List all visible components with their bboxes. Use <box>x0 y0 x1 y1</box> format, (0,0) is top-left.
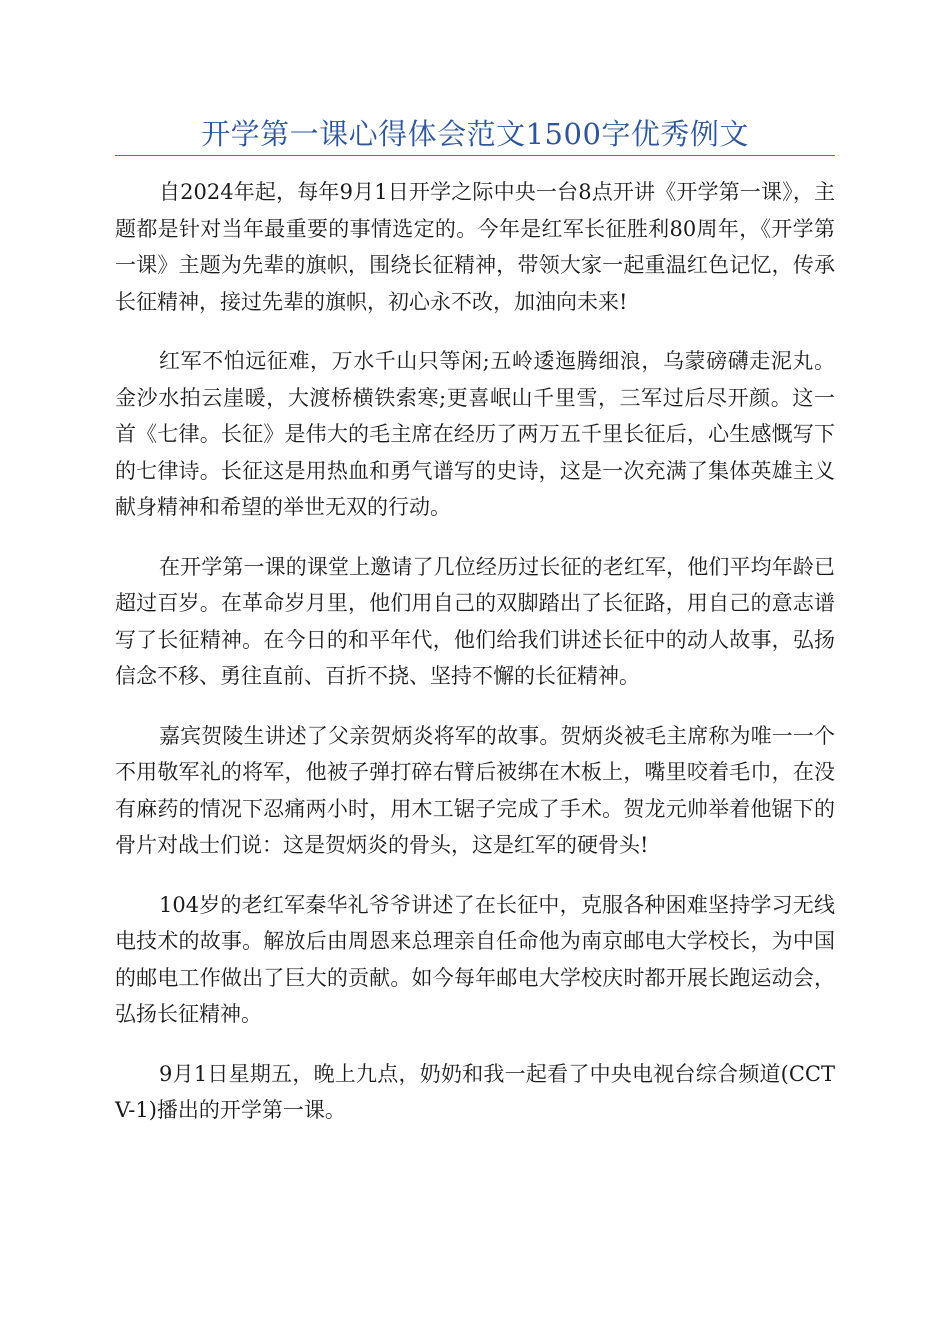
title-underline <box>115 155 835 156</box>
document-title: 开学第一课心得体会范文1500字优秀例文 <box>201 117 749 151</box>
paragraph-3: 在开学第一课的课堂上邀请了几位经历过长征的老红军，他们平均年龄已超过百岁。在革命岁月里，他们用自己的双脚踏出了长征路，用自己的意志谱写了长征精神。在今日的和平年代，他们给我们讲述长征中的动人故事，弘扬信念不移、勇往直前、百折不挠、坚持不懈的长征精神。 <box>115 554 835 688</box>
document-body <box>115 174 835 1152</box>
paragraph-5: 104岁的老红军秦华礼爷爷讲述了在长征中，克服各种困难坚持学习无线电技术的故事。解放后由周恩来总理亲自任命他为南京邮电大学校长，为中国的邮电工作做出了巨大的贡献。如今每年邮电大学校庆时都开展长跑运动会，弘扬长征精神。 <box>115 892 835 1026</box>
paragraph-1: 自2024年起，每年9月1日开学之际中央一台8点开讲《开学第一课》，主题都是针对当年最重要的事情选定的。今年是红军长征胜利80周年，《开学第一课》主题为先辈的旗帜，围绕长征精神，带领大家一起重温红色记忆，传承长征精神，接过先辈的旗帜，初心永不改，加油向未来! <box>115 180 835 314</box>
paragraph-2: 红军不怕远征难，万水千山只等闲;五岭逶迤腾细浪，乌蒙磅礴走泥丸。金沙水拍云崖暖，大渡桥横铁索寒;更喜岷山千里雪，三军过后尽开颜。这一首《七律。长征》是伟大的毛主席在经历了两万五千里长征后，心生感慨写下的七律诗。长征这是用热血和勇气谱写的史诗，这是一次充满了集体英雄主义献身精神和希望的举世无双的行动。 <box>115 349 835 519</box>
paragraph-4: 嘉宾贺陵生讲述了父亲贺炳炎将军的故事。贺炳炎被毛主席称为唯一一个不用敬军礼的将军，他被子弹打碎右臂后被绑在木板上，嘴里咬着毛巾，在没有麻药的情况下忍痛两小时，用木工锯子完成了手术。贺龙元帅举着他锯下的骨片对战士们说：这是贺炳炎的骨头，这是红军的硬骨头! <box>115 723 835 857</box>
paragraph-6: 9月1日星期五，晚上九点，奶奶和我一起看了中央电视台综合频道(CCTV-1)播出的开学第一课。 <box>115 1061 835 1122</box>
